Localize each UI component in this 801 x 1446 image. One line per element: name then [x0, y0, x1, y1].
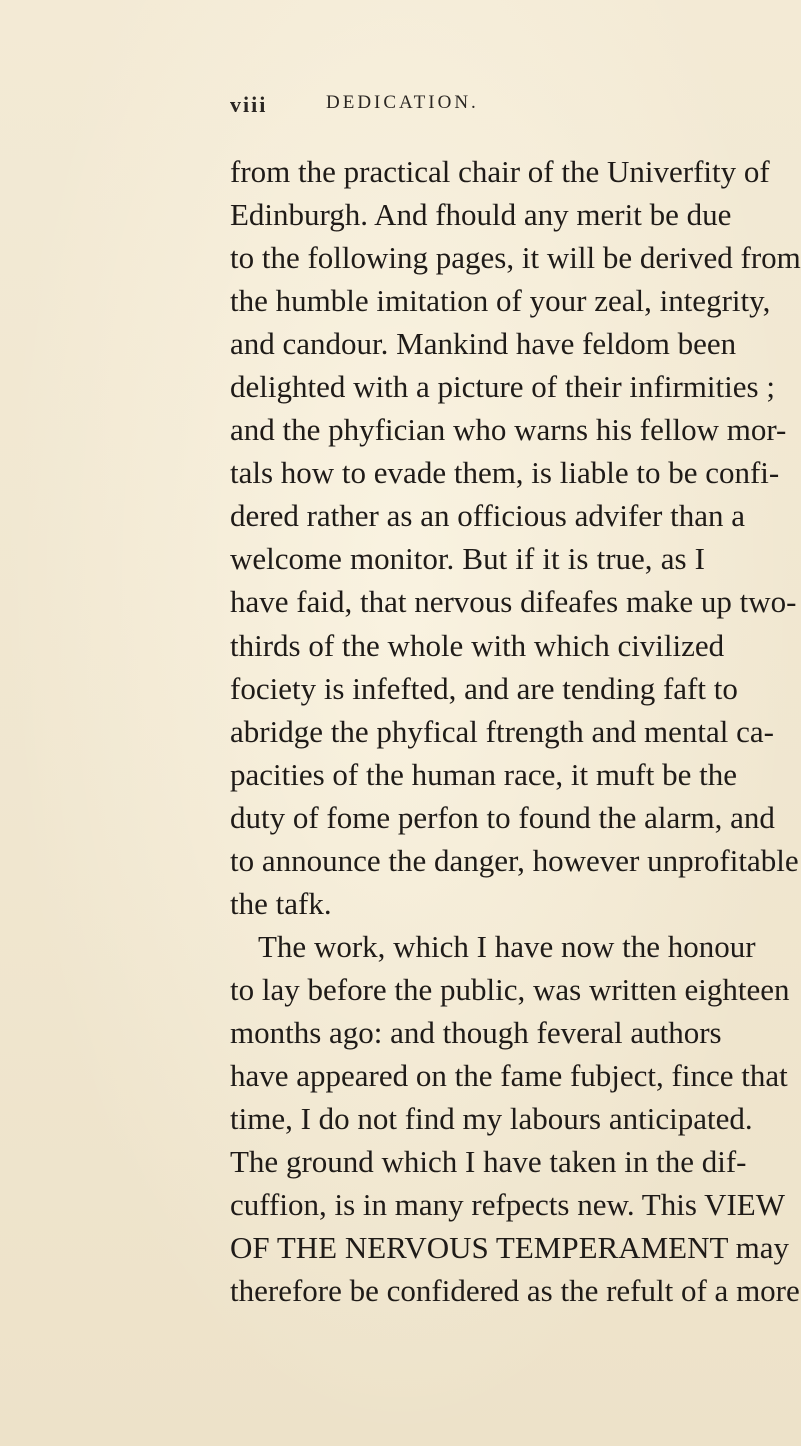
text-line: delighted with a picture of their infirmities ; — [230, 369, 775, 405]
text-line: the humble imitation of your zeal, integrity, — [230, 283, 771, 319]
text-line: tals how to evade them, is liable to be confi- — [230, 455, 780, 491]
running-title: DEDICATION. — [326, 92, 479, 113]
text-line: The ground which I have taken in the dif- — [230, 1144, 747, 1180]
body-text — [230, 150, 801, 1312]
text-line: abridge the phyfical ftrength and mental ca- — [230, 713, 774, 749]
text-line: thirds of the whole with which civilized — [230, 627, 725, 663]
text-line: duty of fome perfon to found the alarm, and — [230, 799, 775, 835]
text-line: dered rather as an officious advifer than a — [230, 498, 745, 534]
text-line: time, I do not find my labours anticipated. — [230, 1101, 753, 1137]
paragraph-start-line: The work, which I have now the honour — [258, 928, 756, 964]
text-line: have appeared on the fame fubject, fince that — [230, 1057, 788, 1093]
text-line: Edinburgh. And fhould any merit be due — [230, 197, 732, 233]
text-line: to the following pages, it will be derived from — [230, 240, 801, 276]
text-line: OF THE NERVOUS TEMPERAMENT may — [230, 1230, 789, 1266]
text-line: to lay before the public, was written eighteen — [230, 971, 790, 1007]
text-line: from the practical chair of the Univerfity of — [230, 154, 770, 189]
text-line: to announce the danger, however unprofitable — [230, 842, 799, 878]
text-line: months ago: and though feveral authors — [230, 1014, 722, 1050]
text-line: and candour. Mankind have feldom been — [230, 326, 737, 362]
text-line: have faid, that nervous difeafes make up two- — [230, 584, 797, 620]
paragraph-end-line: the tafk. — [230, 885, 332, 921]
text-line: cuffion, is in many refpects new. This VIEW — [230, 1187, 786, 1223]
text-line: fociety is infefted, and are tending faft to — [230, 670, 738, 706]
text-line: therefore be confidered as the refult of a more — [230, 1273, 800, 1309]
text-line: welcome monitor. But if it is true, as I — [230, 541, 705, 577]
text-line: pacities of the human race, it muft be the — [230, 756, 738, 792]
text-line: and the phyfician who warns his fellow mor- — [230, 412, 787, 448]
page-number: viii — [230, 92, 268, 117]
